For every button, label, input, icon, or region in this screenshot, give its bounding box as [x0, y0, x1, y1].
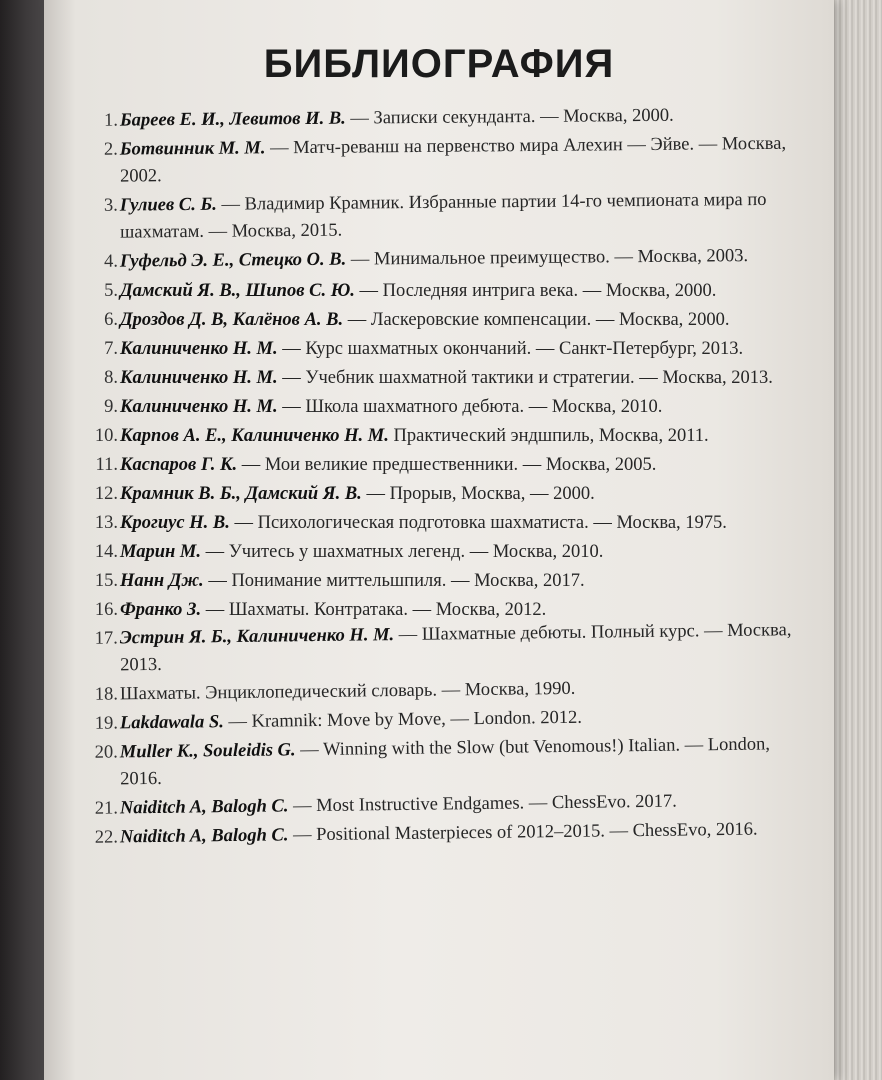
bibliography-entry: [72, 452, 806, 479]
entry-number: 18.: [94, 684, 119, 705]
entry-authors: Калиниченко Н. М.: [120, 339, 278, 359]
bibliography-entry: [72, 307, 806, 334]
entry-number: 6.: [104, 310, 118, 330]
entry-authors: Naiditch A, Balogh C.: [119, 796, 289, 819]
bibliography-entry: [72, 539, 806, 566]
entry-title: Практический эндшпиль, Москва, 2011.: [388, 426, 709, 446]
entry-title: — Минимальное преимущество. — Москва, 2003.: [346, 246, 749, 270]
entry-title: — Понимание миттельшпиля. — Москва, 2017.: [203, 571, 585, 591]
entry-authors: Крогиус Н. В.: [120, 513, 230, 533]
entry-title: — Владимир Крамник. Избранные партии 14-го чемпионата мира по шахматам. — Москва, 2015.: [120, 189, 767, 243]
entry-authors: Каспаров Г. К.: [120, 455, 238, 475]
entry-title: — Ласкеровские компенсации. — Москва, 2000.: [343, 310, 730, 330]
entry-title: — Шахматные дебюты. Полный курс. — Москва, 2013.: [120, 620, 792, 676]
bibliography-entry: [72, 278, 806, 305]
entry-number: 13.: [94, 513, 118, 533]
entry-title: — Школа шахматного дебюта. — Москва, 2010.: [277, 397, 663, 417]
entry-title: Шахматы. Энциклопедический словарь. — Москва, 1990.: [119, 678, 576, 705]
bibliography-entry: [72, 336, 806, 363]
entry-title: — Учитесь у шахматных легенд. — Москва, 2010.: [200, 542, 604, 562]
entry-authors: Нанн Дж.: [120, 571, 204, 591]
entry-authors: Гуфельд Э. Е., Стецко О. В.: [119, 249, 347, 272]
entry-title: — Курс шахматных окончаний. — Санкт-Петербург, 2013.: [277, 339, 744, 359]
book-page: [44, 0, 834, 1080]
entry-authors: Дроздов Д. В, Калёнов А. В.: [120, 310, 344, 330]
entry-authors: Muller K., Souleidis G.: [119, 740, 296, 763]
bibliography-entry: [72, 617, 807, 680]
entry-title: — Матч-реванш на первенство мира Алехин — Эйве. — Москва, 2002.: [120, 133, 787, 187]
entry-number: 15.: [94, 571, 118, 591]
entry-number: 11.: [95, 455, 118, 475]
entry-authors: Бареев Е. И., Левитов И. В.: [119, 108, 346, 131]
entry-number: 16.: [94, 600, 118, 620]
entry-authors: Карпов А. Е., Калиниченко Н. М.: [120, 426, 389, 446]
entry-number: 22.: [94, 827, 119, 848]
bibliography-entry: [72, 187, 806, 247]
bibliography-entry: [72, 423, 806, 450]
bibliography-entry: [72, 481, 806, 508]
entry-authors: Франко З.: [120, 600, 202, 620]
entry-number: 3.: [103, 195, 118, 216]
entry-authors: Гулиев С. Б.: [119, 194, 217, 216]
entry-number: 5.: [104, 281, 118, 301]
entry-number: 21.: [94, 798, 119, 819]
bibliography-entry: [72, 243, 806, 276]
entry-title: — Психологическая подготовка шахматиста. — Москва, 1975.: [229, 513, 727, 533]
entry-number: 12.: [94, 484, 118, 504]
entry-number: 4.: [104, 251, 119, 272]
bibliography-list: [72, 105, 806, 854]
bibliography-entry: [72, 731, 807, 794]
entry-title: — Записки секунданта. — Москва, 2000.: [345, 105, 674, 129]
entry-number: 7.: [104, 339, 118, 359]
bibliography-entry: [72, 510, 806, 537]
entry-title: — Последняя интрига века. — Москва, 2000.: [354, 281, 717, 301]
entry-number: 1.: [104, 110, 119, 131]
book-spine-shadow: [0, 0, 46, 1080]
bibliography-entry: [72, 131, 806, 191]
entry-title: — Шахматы. Контратака. — Москва, 2012.: [201, 600, 547, 620]
bibliography-entry: [72, 365, 806, 392]
entry-title: — Учебник шахматной тактики и стратегии. — Москва, 2013.: [277, 368, 773, 388]
page-title: БИБЛИОГРАФИЯ: [263, 42, 615, 86]
entry-title: — Прорыв, Москва, — 2000.: [361, 484, 595, 504]
entry-title: — Winning with the Slow (but Venomous!) Italian. — London, 2016.: [120, 734, 771, 790]
entry-authors: Эстрин Я. Б., Калиниченко Н. М.: [119, 625, 395, 649]
entry-authors: Naiditch A, Balogh C.: [119, 825, 289, 848]
entry-title: — Kramnik: Move by Move, — London. 2012.: [223, 707, 583, 733]
entry-authors: Калиниченко Н. М.: [120, 397, 278, 417]
entry-title: — Most Instructive Endgames. — ChessEvo. 2017.: [288, 791, 677, 817]
bibliography-entry: [72, 394, 806, 421]
entry-number: 14.: [94, 542, 118, 562]
entry-title: — Positional Masterpieces of 2012–2015. — ChessEvo, 2016.: [288, 819, 758, 846]
entry-authors: Калиниченко Н. М.: [120, 368, 278, 388]
entry-number: 9.: [104, 397, 118, 417]
entry-number: 8.: [104, 368, 118, 388]
bibliography-entry: [72, 102, 806, 135]
entry-authors: Дамский Я. В., Шипов С. Ю.: [120, 281, 355, 301]
entry-title: — Мои великие предшественники. — Москва, 2005.: [237, 455, 657, 475]
bibliography-entry: [72, 568, 806, 595]
entry-number: 10.: [94, 426, 118, 446]
entry-authors: Марин М.: [120, 542, 201, 562]
entry-authors: Крамник В. Б., Дамский Я. В.: [120, 484, 362, 504]
entry-number: 2.: [103, 139, 118, 160]
entry-number: 19.: [94, 713, 119, 734]
entry-number: 17.: [94, 628, 118, 649]
entry-authors: Ботвинник М. М.: [119, 138, 266, 160]
entry-number: 20.: [94, 742, 118, 763]
entry-authors: Lakdawala S.: [119, 712, 224, 734]
